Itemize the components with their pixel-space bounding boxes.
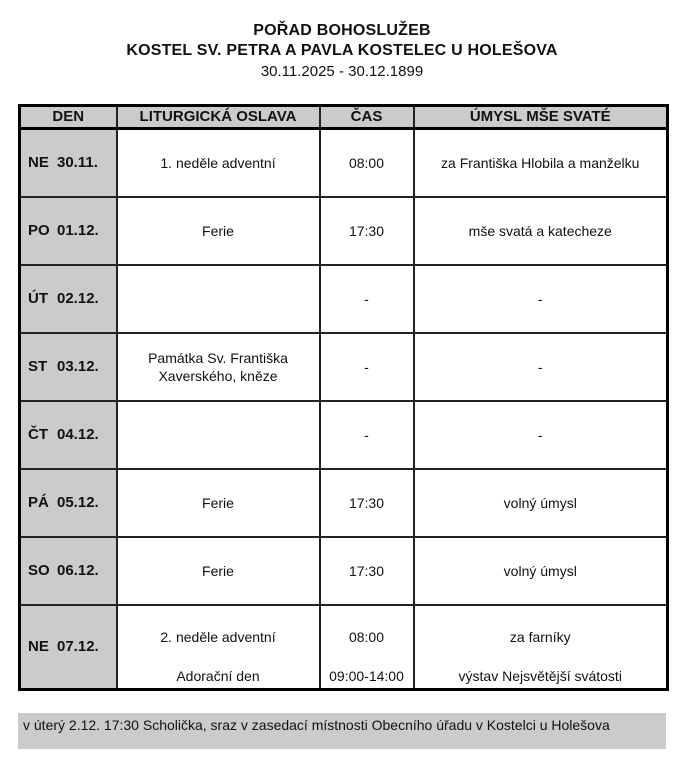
day-date: 04.12.: [57, 426, 99, 443]
celebration-cell: Ferie: [117, 469, 320, 537]
day-cell: [20, 401, 117, 469]
intention-cell-line1: za farníky: [509, 628, 571, 645]
intention-cell: volný úmysl: [414, 537, 668, 605]
day-abbrev: ČT: [28, 426, 48, 443]
schedule-body: [20, 129, 668, 690]
time-cell: 17:30: [320, 197, 414, 265]
schedule-row: [20, 197, 668, 265]
day-cell: [20, 129, 117, 197]
day-abbrev: NE: [28, 638, 49, 656]
celebration-cell: 1. neděle adventní: [117, 129, 320, 197]
time-cell: -: [320, 265, 414, 333]
celebration-cell-line2: Adorační den: [176, 668, 260, 685]
time-cell: 17:30: [320, 537, 414, 605]
column-header-1: LITURGICKÁ OSLAVA: [117, 106, 320, 129]
celebration-cell-stack: [118, 606, 319, 687]
column-header-2: ČAS: [320, 106, 414, 129]
day-cell: [20, 197, 117, 265]
time-cell: [320, 605, 414, 690]
celebration-cell: [117, 401, 320, 469]
time-cell: -: [320, 401, 414, 469]
celebration-cell: [117, 605, 320, 690]
celebration-cell: Památka Sv. Františka Xaverského, kněze: [117, 333, 320, 401]
schedule-header-row: [20, 106, 668, 129]
intention-cell: -: [414, 333, 668, 401]
column-header-3: ÚMYSL MŠE SVATÉ: [414, 106, 668, 129]
schedule-table: [18, 104, 669, 691]
intention-cell-line2: výstav Nejsvětější svátosti: [458, 668, 622, 685]
intention-cell: -: [414, 401, 668, 469]
schedule-row: [20, 469, 668, 537]
day-abbrev: PÁ: [28, 494, 49, 511]
time-cell: -: [320, 333, 414, 401]
page-subtitle: KOSTEL SV. PETRA A PAVLA KOSTELEC U HOLEŠOVA: [126, 42, 558, 59]
day-date: 03.12.: [57, 358, 99, 375]
day-date: 01.12.: [57, 222, 99, 239]
schedule-row: [20, 605, 668, 690]
day-date: 05.12.: [57, 494, 99, 511]
day-cell: [20, 605, 117, 690]
column-header-0: DEN: [20, 106, 117, 129]
schedule-row: [20, 333, 668, 401]
day-cell: [20, 469, 117, 537]
intention-cell: volný úmysl: [414, 469, 668, 537]
day-date: 30.11.: [57, 154, 98, 172]
time-cell-line2: 09:00-14:00: [329, 668, 404, 685]
schedule-row: [20, 265, 668, 333]
day-abbrev: ST: [28, 358, 48, 375]
intention-cell: [414, 605, 668, 690]
date-range: 30.11.2025 - 30.12.1899: [260, 63, 424, 80]
intention-cell: -: [414, 265, 668, 333]
schedule-row: [20, 401, 668, 469]
day-abbrev: NE: [28, 154, 49, 172]
intention-cell: za Františka Hlobila a manželku: [414, 129, 668, 197]
celebration-cell: [117, 265, 320, 333]
day-cell: [20, 265, 117, 333]
celebration-cell: Ferie: [117, 197, 320, 265]
intention-cell-stack: [415, 606, 667, 687]
day-cell: [20, 333, 117, 401]
page-title: POŘAD BOHOSLUŽEB: [253, 22, 431, 39]
footer-note: v úterý 2.12. 17:30 Scholička, sraz v zasedací místnosti Obecního úřadu v Kostelci u Holešova: [18, 713, 666, 749]
time-cell-stack: [321, 606, 413, 687]
document-header: [0, 0, 684, 82]
day-cell: [20, 537, 117, 605]
day-date: 02.12.: [57, 290, 99, 307]
time-cell: 08:00: [320, 129, 414, 197]
schedule-row: [20, 537, 668, 605]
day-abbrev: PO: [28, 222, 50, 239]
intention-cell: mše svatá a katecheze: [414, 197, 668, 265]
celebration-cell: Ferie: [117, 537, 320, 605]
day-date: 07.12.: [57, 638, 99, 656]
celebration-cell-line1: 2. neděle adventní: [160, 628, 276, 645]
day-abbrev: ÚT: [28, 290, 48, 307]
time-cell-line1: 08:00: [348, 628, 385, 645]
day-abbrev: SO: [28, 562, 50, 579]
schedule-row: [20, 129, 668, 197]
day-date: 06.12.: [57, 562, 99, 579]
time-cell: 17:30: [320, 469, 414, 537]
